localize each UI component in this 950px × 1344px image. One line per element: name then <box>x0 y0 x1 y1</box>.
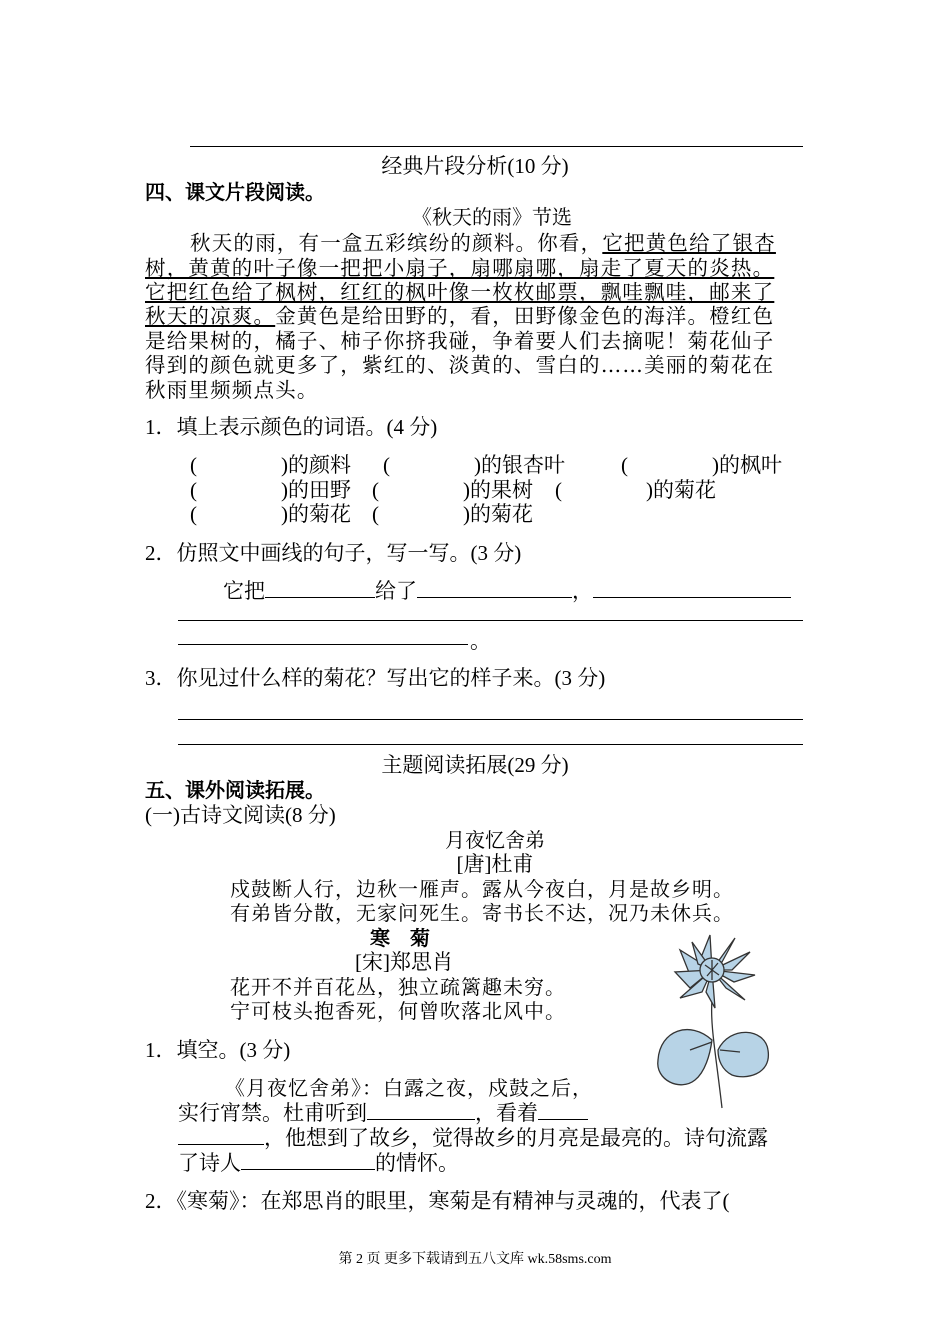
fill-blank-pigment[interactable]: ( )的颜料 <box>190 453 351 477</box>
imitation-sentence: 它把 给了 ， <box>223 575 791 605</box>
answer-blank[interactable] <box>241 1149 375 1170</box>
answer-blank[interactable] <box>178 1124 264 1145</box>
passage-line-1: 秋天的雨，有一盒五彩缤纷的颜料。你看，它把黄色给了银杏 <box>190 231 776 255</box>
question-2: 2．仿照文中画线的句子，写一写。(3 分) <box>145 541 522 565</box>
passage-title: 《秋天的雨》节选 <box>412 205 572 229</box>
answer-line[interactable] <box>178 644 468 645</box>
fill-blank-chrysanthemum-1[interactable]: ( )的菊花 <box>555 478 716 502</box>
question-1: 1．填上表示颜色的词语。(4 分) <box>145 415 438 439</box>
poem2-line-1: 花开不并百花丛，独立疏篱趣未穷。 <box>230 975 566 999</box>
poem-q1-line-4: 了诗人 的情怀。 <box>178 1151 459 1175</box>
question-3: 3．你见过什么样的菊花？写出它的样子来。(3 分) <box>145 666 606 690</box>
passage-line-6: 得到的颜色就更多了，紫红的、淡黄的、雪白的……美丽的菊花在 <box>145 353 775 377</box>
answer-blank[interactable] <box>265 577 375 598</box>
answer-line[interactable] <box>178 719 803 720</box>
poem-question-2: 2．《寒菊》：在郑思肖的眼里，寒菊是有精神与灵魂的，代表了( <box>145 1189 730 1213</box>
poem1-line-1: 戍鼓断人行，边秋一雁声。露从今夜白，月是故乡明。 <box>230 877 734 901</box>
poem1-author: [唐]杜甫 <box>456 852 534 876</box>
fill-blank-field[interactable]: ( )的田野 <box>190 478 351 502</box>
answer-line[interactable] <box>178 744 803 745</box>
chrysanthemum-illustration <box>650 930 780 1110</box>
answer-blank[interactable] <box>367 1099 475 1120</box>
section-header-theme: 主题阅读拓展(29 分) <box>381 753 569 777</box>
subsection-ancient-poem: (一)古诗文阅读(8 分) <box>145 803 336 827</box>
fill-blank-ginkgo[interactable]: ( )的银杏叶 <box>383 453 565 477</box>
answer-blank[interactable] <box>538 1099 588 1120</box>
poem1-title: 月夜忆舍弟 <box>445 828 545 852</box>
poem-question-1: 1．填空。(3 分) <box>145 1038 291 1062</box>
passage-line-4: 秋天的凉爽。金黄色是给田野的，看，田野像金色的海洋。橙红色 <box>145 304 775 328</box>
fill-blank-chrysanthemum-3[interactable]: ( )的菊花 <box>372 502 533 526</box>
section5-title: 五、课外阅读拓展。 <box>145 778 325 802</box>
answer-blank[interactable] <box>593 577 791 598</box>
fill-blank-chrysanthemum-2[interactable]: ( )的菊花 <box>190 502 351 526</box>
fill-blank-maple[interactable]: ( )的枫叶 <box>621 453 782 477</box>
answer-line-top <box>190 146 803 147</box>
poem2-author: [宋]郑思肖 <box>355 950 453 974</box>
poem-q1-line-3: ，他想到了故乡，觉得故乡的月亮是最亮的。诗句流露 <box>178 1122 768 1152</box>
poem2-line-2: 宁可枝头抱香死，何曾吹落北风中。 <box>230 999 566 1023</box>
poem-q1-line-2: 实行宵禁。杜甫听到 ，看着 <box>178 1097 588 1127</box>
passage-line-3: 它把红色给了枫树，红红的枫叶像一枚枚邮票，飘哇飘哇，邮来了 <box>145 280 775 304</box>
fill-blank-fruit-tree[interactable]: ( )的果树 <box>372 478 533 502</box>
section-header-classic: 经典片段分析(10 分) <box>381 154 569 178</box>
poem2-title: 寒 菊 <box>370 926 430 950</box>
passage-line-7: 秋雨里频频点头。 <box>145 378 319 402</box>
passage-line-2: 树，黄黄的叶子像一把把小扇子，扇哪扇哪，扇走了夏天的炎热。 <box>145 256 775 280</box>
page-footer: 第 2 页 更多下载请到五八文库 wk.58sms.com <box>338 1252 612 1267</box>
section4-title: 四、课文片段阅读。 <box>145 180 325 204</box>
poem1-line-2: 有弟皆分散，无家问死生。寄书长不达，况乃未休兵。 <box>230 901 734 925</box>
poem-q1-line-1: 《月夜忆舍弟》：白露之夜，戍鼓之后， <box>225 1076 593 1100</box>
answer-blank[interactable] <box>417 577 572 598</box>
passage-line-5: 是给果树的，橘子、柿子你挤我碰，争着要人们去摘呢！菊花仙子 <box>145 329 775 353</box>
answer-line[interactable] <box>178 620 803 621</box>
period: 。 <box>470 629 491 653</box>
